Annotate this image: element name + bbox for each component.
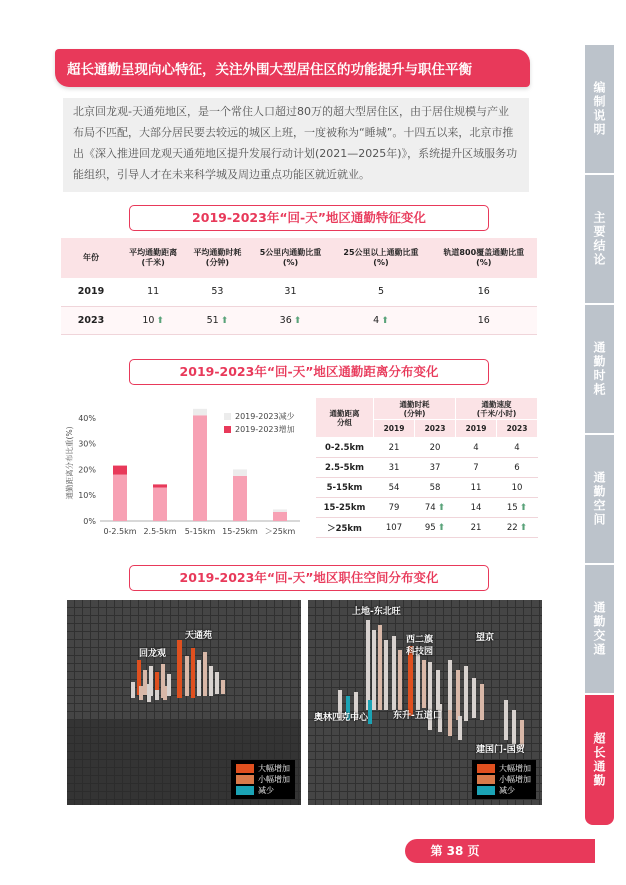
- col-year: 2019: [456, 420, 497, 438]
- map-label: 上地-东北旺: [352, 607, 401, 617]
- col-header: 25公里以上通勤比重 (%): [331, 238, 430, 278]
- x-tick-label: 15-25km: [222, 527, 258, 536]
- map-bar: [143, 670, 147, 695]
- up-arrow-icon: ⬆: [156, 315, 164, 326]
- col-header: 年份: [61, 238, 121, 278]
- col-header: 平均通勤时耗 (分钟): [185, 238, 249, 278]
- table-cell: 95 ⬆: [415, 518, 456, 538]
- up-arrow-icon: ⬆: [437, 502, 446, 513]
- y-tick-label: 30%: [78, 439, 96, 449]
- map-label: 奥林匹克中心: [314, 713, 369, 723]
- table-cell: 74 ⬆: [415, 498, 456, 518]
- up-arrow-icon: ⬆: [220, 315, 229, 326]
- map-bar: [372, 630, 376, 710]
- map-label: 望京: [476, 633, 495, 643]
- bar-base: [153, 487, 167, 521]
- table-cell: 53: [185, 278, 249, 306]
- table-row: [316, 518, 538, 538]
- table-cell: 54: [374, 478, 415, 498]
- group-cell: ＞25km: [316, 518, 374, 538]
- y-axis-label: 通勤距离分布比重(%): [65, 426, 74, 500]
- col-header: 轨道800覆盖通勤比重 (%): [431, 238, 537, 278]
- map-bar: [384, 640, 388, 710]
- col-header-speed: 通勤速度 (千米/小时): [456, 398, 538, 420]
- x-tick-label: 5-15km: [184, 527, 216, 536]
- map-label: 回龙观: [139, 649, 167, 659]
- legend-decrease: 减少: [477, 785, 531, 796]
- legend-decrease: 减少: [236, 785, 290, 796]
- map-bar: [209, 666, 213, 696]
- table-cell: 10: [497, 478, 538, 498]
- year-cell: 2023: [61, 306, 121, 334]
- table-cell: 31: [374, 458, 415, 478]
- legend-item-decrease: 2019-2023减少: [224, 410, 295, 423]
- table-cell: 6: [497, 458, 538, 478]
- table-cell: 7: [456, 458, 497, 478]
- bar-increase: [153, 484, 167, 487]
- legend-small-increase: 小幅增加: [236, 774, 290, 785]
- x-tick-label: 2.5-5km: [143, 527, 177, 536]
- map-bar: [464, 666, 468, 721]
- bar-decrease: [233, 469, 247, 475]
- table-cell: 22 ⬆: [497, 518, 538, 538]
- page-title: 超长通勤呈现向心特征，关注外围大型居住区的功能提升与职住平衡: [55, 49, 530, 87]
- table-row: [61, 306, 537, 334]
- map-huitian-residence: [67, 600, 301, 805]
- section-title-features: 2019-2023年“回-天”地区通勤特征变化: [129, 205, 489, 231]
- map-bar: [163, 686, 167, 700]
- page-number: 第 38 页: [405, 839, 595, 863]
- map-bar: [147, 684, 151, 702]
- bar-base: [273, 512, 287, 521]
- map-label: 东升-五道口: [393, 711, 442, 721]
- group-cell: 5-15km: [316, 478, 374, 498]
- up-arrow-icon: ⬆: [381, 315, 389, 326]
- map-label: 科技园: [406, 647, 434, 657]
- table-cell: 20: [415, 438, 456, 458]
- map-bar: [458, 716, 462, 740]
- nav-item-commute-traffic[interactable]: 通勤交通: [585, 565, 614, 693]
- bar-decrease: [193, 409, 207, 415]
- map-bar: [472, 678, 476, 718]
- table-cell: 16: [431, 306, 537, 334]
- map-bar: [378, 625, 382, 710]
- group-cell: 15-25km: [316, 498, 374, 518]
- legend-big-increase: 大幅增加: [477, 763, 531, 774]
- y-tick-label: 10%: [78, 491, 96, 501]
- up-arrow-icon: ⬆: [519, 522, 528, 533]
- map-bar: [191, 648, 195, 698]
- map-label: 西二旗: [406, 635, 434, 645]
- table-cell: 4: [456, 438, 497, 458]
- map-bar: [139, 686, 143, 700]
- nav-item-compile[interactable]: 编制说明: [585, 45, 614, 173]
- table-cell: 10 ⬆: [121, 306, 185, 334]
- y-tick-label: 20%: [78, 465, 96, 475]
- col-year: 2019: [374, 420, 415, 438]
- table-cell: 107: [374, 518, 415, 538]
- map-legend: [472, 760, 536, 799]
- table-cell: 5: [331, 278, 430, 306]
- map-bar: [422, 660, 426, 708]
- bar-base: [113, 475, 127, 521]
- map-bar: [512, 710, 516, 744]
- up-arrow-icon: ⬆: [437, 522, 446, 533]
- table-cell: 4 ⬆: [331, 306, 430, 334]
- map-legend: [231, 760, 295, 799]
- group-cell: 2.5-5km: [316, 458, 374, 478]
- map-bar: [398, 650, 402, 710]
- bar-base: [193, 415, 207, 521]
- map-label: 建国门-国贸: [476, 745, 525, 755]
- map-bar: [480, 684, 484, 720]
- group-cell: 0-2.5km: [316, 438, 374, 458]
- map-bar: [368, 700, 372, 724]
- x-tick-label: ＞25km: [264, 527, 296, 536]
- table-row: [61, 278, 537, 306]
- map-bar: [504, 700, 508, 740]
- bar-base: [233, 476, 247, 521]
- table-cell: 21: [456, 518, 497, 538]
- table-cell: 21: [374, 438, 415, 458]
- year-cell: 2019: [61, 278, 121, 306]
- table-cell: 51 ⬆: [185, 306, 249, 334]
- nav-item-long-commute[interactable]: 超长通勤: [585, 695, 614, 825]
- table-row: [316, 458, 538, 478]
- table-cell: 11: [456, 478, 497, 498]
- col-header: 平均通勤距离 (千米): [121, 238, 185, 278]
- bar-decrease: [273, 509, 287, 512]
- up-arrow-icon: ⬆: [519, 502, 528, 513]
- up-arrow-icon: ⬆: [293, 315, 302, 326]
- table-row: [316, 478, 538, 498]
- commute-features-table: [61, 238, 537, 335]
- section-title-distance: 2019-2023年“回-天”地区通勤距离分布变化: [129, 359, 489, 385]
- col-header-group: 通勤距离 分组: [316, 398, 374, 438]
- table-cell: 79: [374, 498, 415, 518]
- map-bar: [456, 670, 460, 720]
- distance-group-table: [315, 397, 538, 538]
- map-label: 天通苑: [185, 631, 213, 641]
- map-bar: [177, 640, 182, 698]
- map-workplace: [308, 600, 542, 805]
- map-bar: [215, 672, 219, 694]
- map-bar: [203, 652, 207, 696]
- y-tick-label: 40%: [78, 413, 96, 423]
- table-cell: 31: [250, 278, 332, 306]
- col-header-time: 通勤时耗 (分钟): [374, 398, 456, 420]
- distance-distribution-chart: [62, 397, 307, 545]
- map-bar: [448, 710, 452, 736]
- map-bar: [197, 660, 201, 696]
- nav-item-commute-time[interactable]: 通勤时耗: [585, 305, 614, 433]
- table-cell: 11: [121, 278, 185, 306]
- legend-item-increase: 2019-2023增加: [224, 423, 295, 436]
- nav-item-commute-space[interactable]: 通勤空间: [585, 435, 614, 563]
- table-cell: 16: [431, 278, 537, 306]
- map-bar: [155, 690, 159, 700]
- map-bar: [416, 655, 420, 710]
- table-row: [316, 438, 538, 458]
- y-tick-label: 0%: [83, 517, 96, 526]
- map-bar: [392, 636, 396, 710]
- table-cell: 15 ⬆: [497, 498, 538, 518]
- chart-legend: [224, 410, 295, 436]
- map-bar: [221, 680, 225, 694]
- section-title-spatial: 2019-2023年“回-天”地区职住空间分布变化: [129, 565, 489, 591]
- x-tick-label: 0-2.5km: [103, 527, 137, 536]
- table-cell: 58: [415, 478, 456, 498]
- table-row: [316, 498, 538, 518]
- map-bar: [366, 620, 370, 710]
- table-cell: 14: [456, 498, 497, 518]
- side-nav: [585, 45, 614, 820]
- nav-item-conclusions[interactable]: 主要结论: [585, 175, 614, 303]
- map-bar: [131, 682, 135, 698]
- table-cell: 36 ⬆: [250, 306, 332, 334]
- map-bar: [185, 656, 189, 696]
- table-cell: 4: [497, 438, 538, 458]
- map-bar: [167, 674, 171, 696]
- bar-increase: [113, 466, 127, 475]
- intro-paragraph: 北京回龙观-天通苑地区，是一个常住人口超过80万的超大型居住区，由于居住规模与产业布局不匹配，大部分居民要去较远的城区上班，一度被称为“睡城”。十四五以来，北京市推出《深入推进回龙观天通苑地区提升发展行动计划(2021—2025年)》，系统提升区域服务功能组织，引导人才在未来科学城及周边重点功能区就近就业。: [63, 98, 529, 192]
- table-cell: 37: [415, 458, 456, 478]
- col-year: 2023: [497, 420, 538, 438]
- col-year: 2023: [415, 420, 456, 438]
- legend-small-increase: 小幅增加: [477, 774, 531, 785]
- legend-big-increase: 大幅增加: [236, 763, 290, 774]
- col-header: 5公里内通勤比重 (%): [250, 238, 332, 278]
